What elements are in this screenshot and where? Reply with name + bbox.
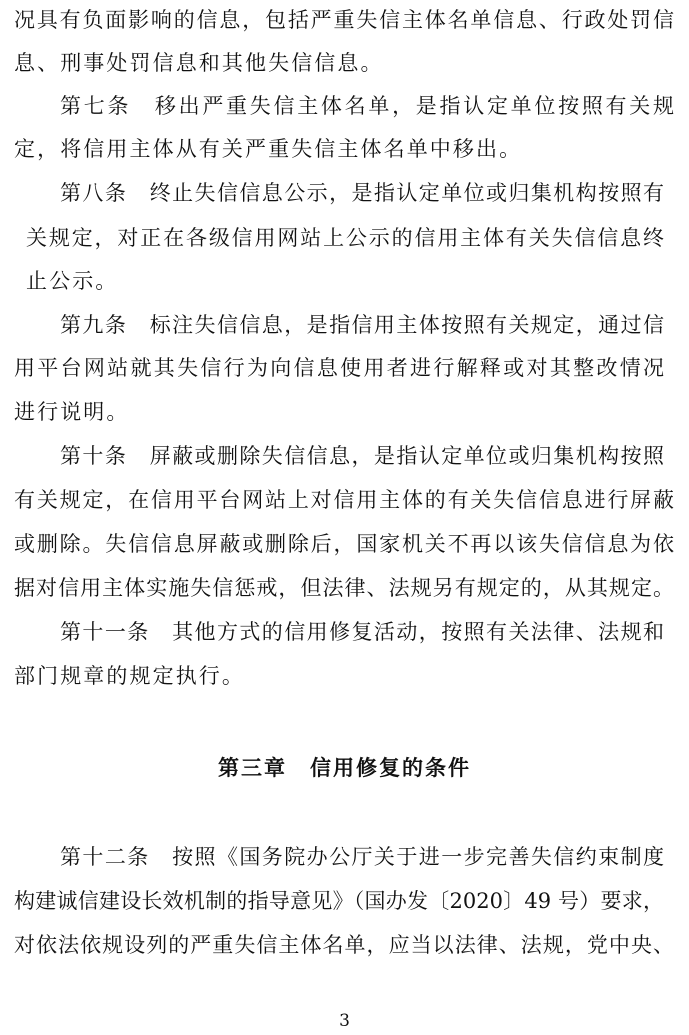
text-line: 对依法依规设列的严重失信主体名单，应当以法律、法规，党中央、 — [14, 933, 674, 957]
page-number: 3 — [339, 1011, 350, 1031]
text-line: 用平台网站就其失信行为向信息使用者进行解释或对其整改情况 — [14, 356, 664, 380]
text-line: 有关规定，在信用平台网站上对信用主体的有关失信信息进行屏蔽 — [14, 488, 674, 512]
text-line: 构建诚信建设长效机制的指导意见》（国办发〔2020〕49 号）要求， — [14, 889, 664, 913]
text-line: 第九条 标注失信信息，是指信用主体按照有关规定，通过信 — [60, 313, 664, 337]
text-line: 据对信用主体实施失信惩戒，但法律、法规另有规定的，从其规定。 — [14, 576, 674, 600]
text-line: 第七条 移出严重失信主体名单，是指认定单位按照有关规 — [60, 94, 674, 118]
text-line: 息、刑事处罚信息和其他失信信息。 — [14, 51, 384, 75]
text-line: 进行说明。 — [14, 400, 130, 424]
text-line: 关规定，对正在各级信用网站上公示的信用主体有关失信信息终 — [26, 226, 664, 250]
chapter-heading: 第三章 信用修复的条件 — [218, 756, 471, 780]
text-line: 第十二条 按照《国务院办公厅关于进一步完善失信约束制度 — [60, 845, 664, 869]
text-line: 第十一条 其他方式的信用修复活动，按照有关法律、法规和 — [60, 620, 664, 644]
text-line: 止公示。 — [26, 269, 119, 293]
text-line: 第八条 终止失信信息公示，是指认定单位或归集机构按照有 — [60, 181, 664, 205]
text-line: 或删除。失信信息屏蔽或删除后，国家机关不再以该失信信息为依 — [14, 532, 674, 556]
text-line: 第十条 屏蔽或删除失信信息，是指认定单位或归集机构按照 — [60, 444, 664, 468]
text-line: 部门规章的规定执行。 — [14, 664, 245, 688]
text-line: 况具有负面影响的信息，包括严重失信主体名单信息、行政处罚信 — [14, 8, 674, 32]
text-line: 定，将信用主体从有关严重失信主体名单中移出。 — [14, 137, 523, 161]
